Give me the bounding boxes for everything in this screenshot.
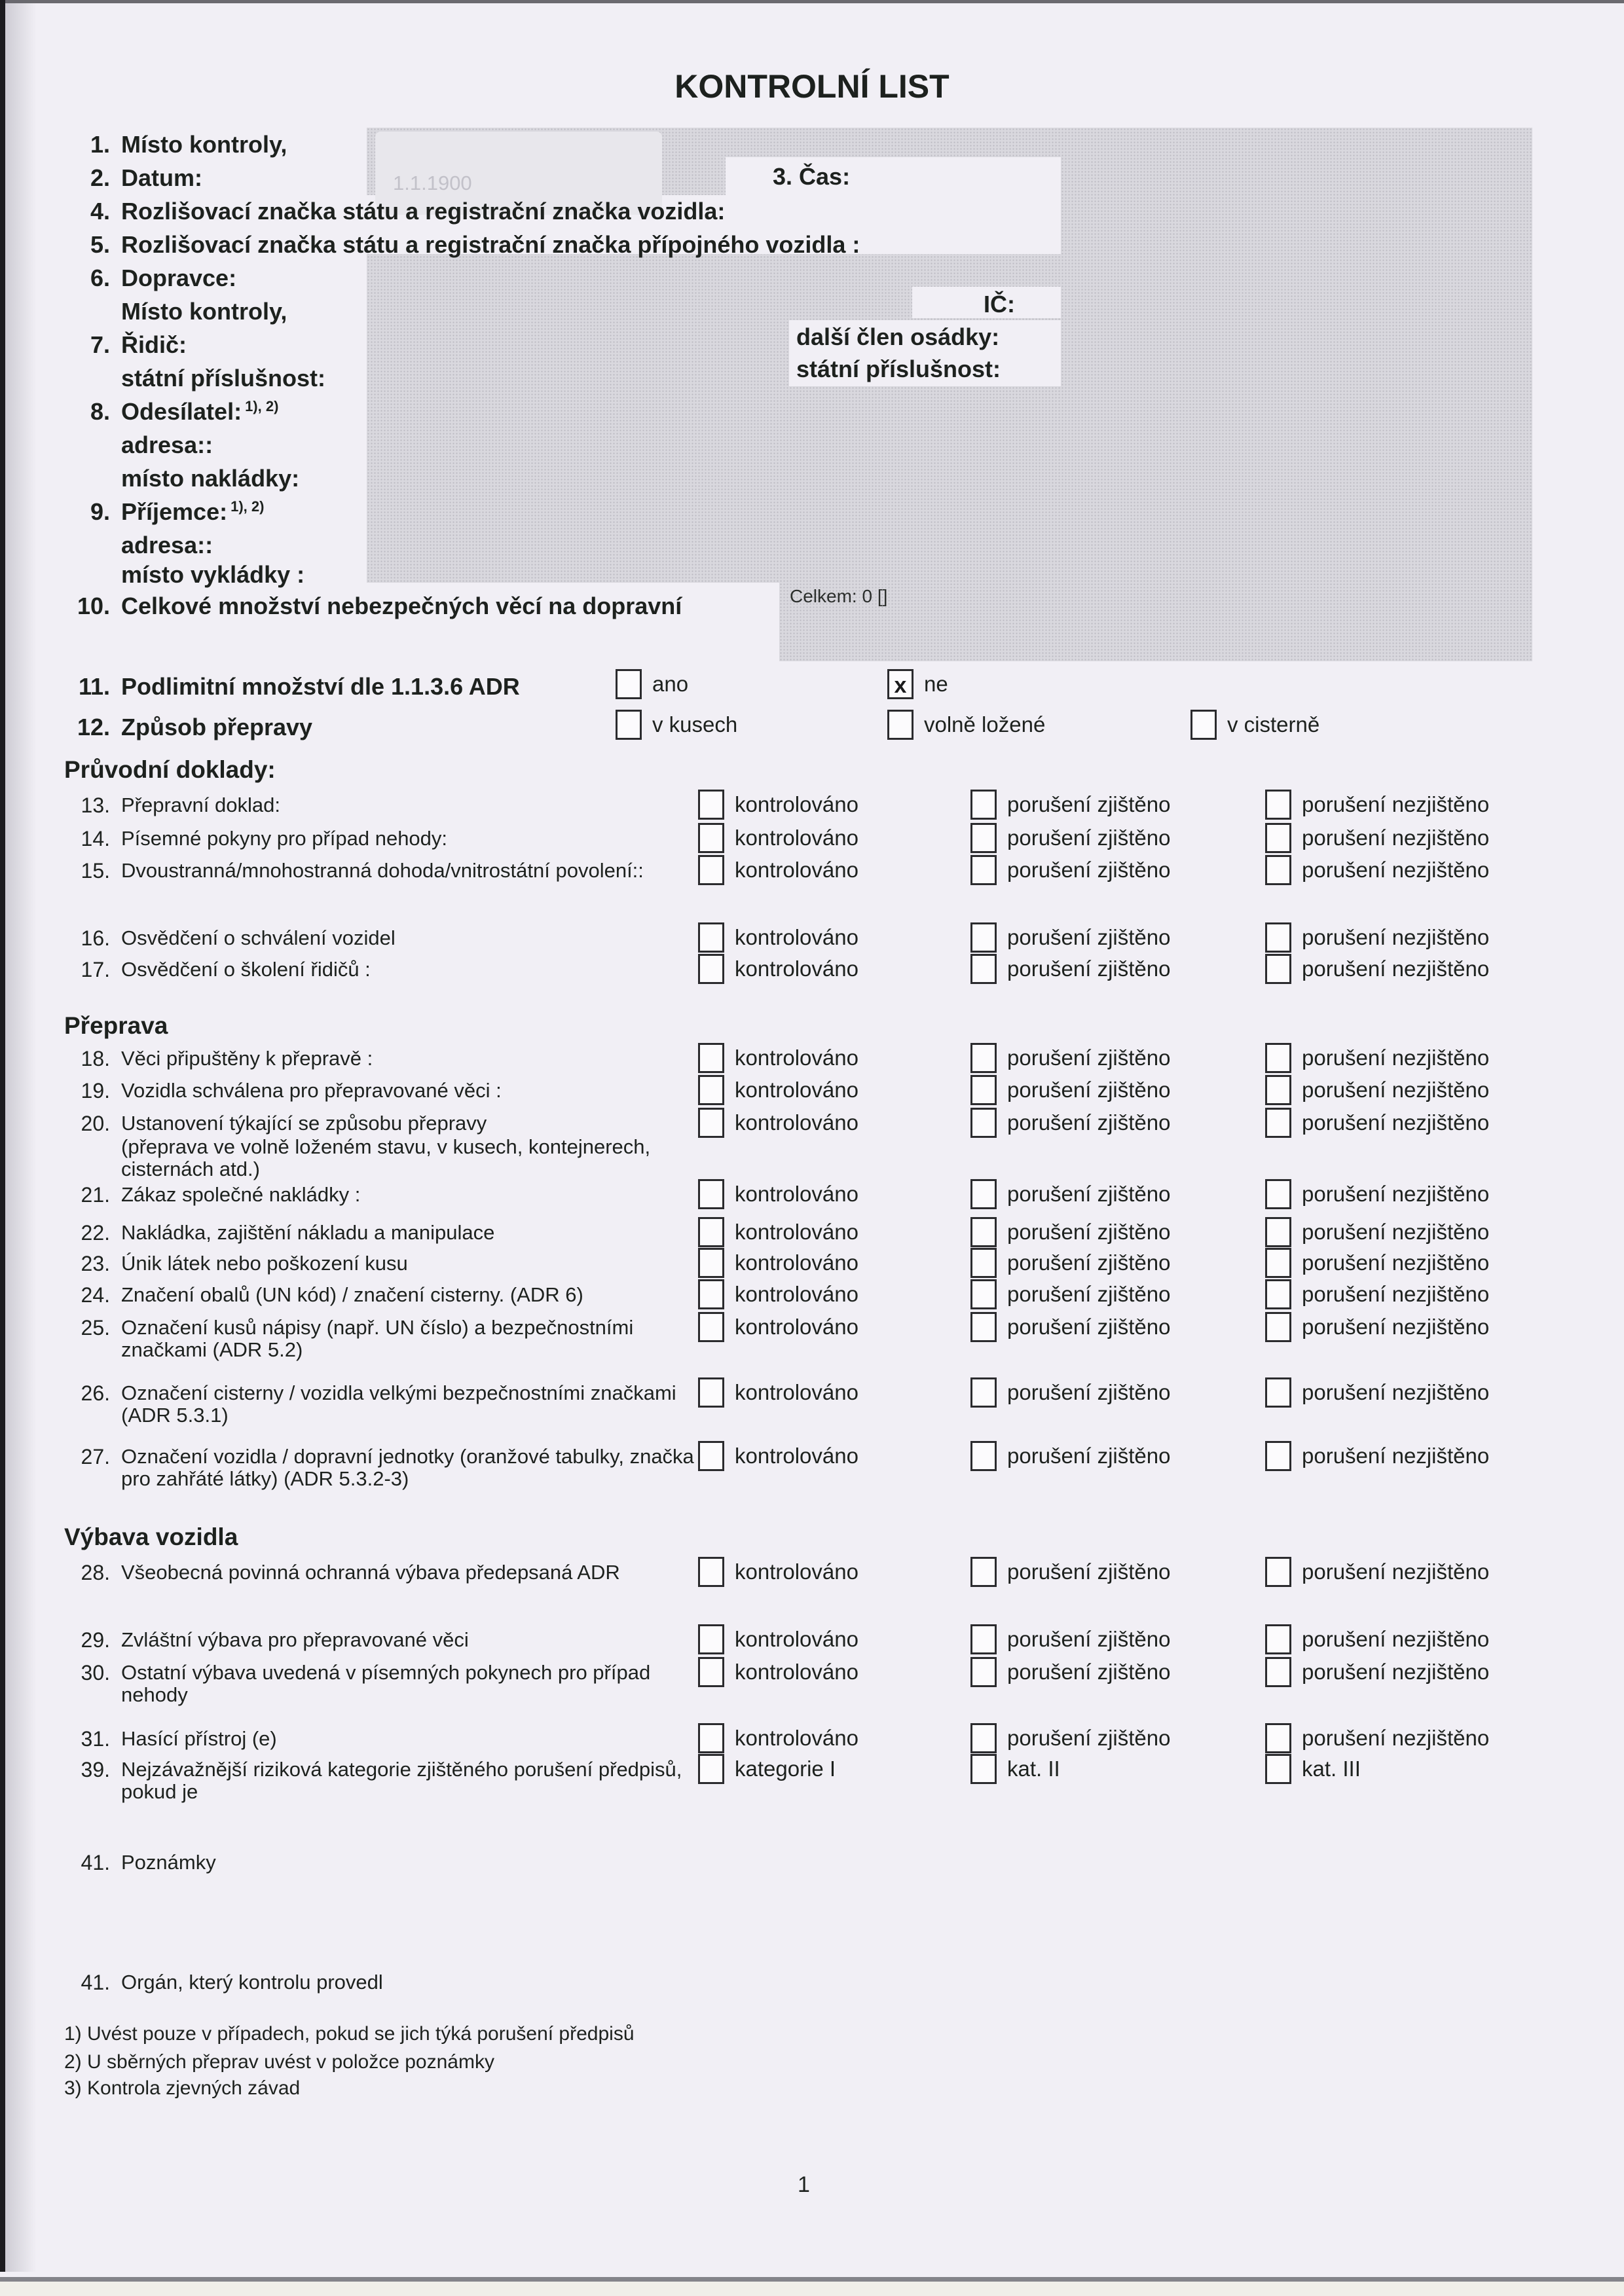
checkbox-label: porušení nezjištěno	[1302, 925, 1490, 949]
checkbox-poruseni-zjisteno[interactable]	[970, 1624, 997, 1654]
checkbox-label: porušení nezjištěno	[1302, 1220, 1490, 1244]
checkbox-label: volně ložené	[924, 712, 1046, 737]
checkbox-kontrolovano[interactable]	[698, 1657, 724, 1687]
checkbox-ano[interactable]	[616, 669, 642, 699]
item-label: Označení vozidla / dopravní jednotky (oranžové tabulky, značka	[121, 1445, 694, 1468]
item-label: Vozidla schválena pro přepravované věci :	[121, 1079, 502, 1102]
checkbox-label: porušení nezjištěno	[1302, 1559, 1490, 1584]
checkbox-poruseni-zjisteno[interactable]	[970, 1441, 997, 1471]
checkbox-label: kontrolováno	[735, 1660, 858, 1684]
checkbox-poruseni-zjisteno[interactable]	[970, 855, 997, 885]
field-label-text: místo vykládky :	[121, 561, 305, 588]
checkbox-poruseni-zjisteno[interactable]	[970, 954, 997, 984]
checkbox-label: porušení nezjištěno	[1302, 1315, 1490, 1339]
field-label-text: Řidič:	[121, 331, 187, 358]
checkbox-volne-lozene[interactable]	[887, 710, 913, 740]
field-label-text: Odesílatel:	[121, 398, 242, 425]
item-number: 26.	[81, 1381, 110, 1405]
checkbox-kontrolovano[interactable]	[698, 1075, 724, 1105]
checkbox-kontrolovano[interactable]	[698, 1441, 724, 1471]
field-number: 5.	[90, 231, 110, 258]
item-label-continuation: (přeprava ve volně loženém stavu, v kusech, kontejnerech,	[121, 1135, 651, 1158]
checkbox-label: porušení zjištěno	[1007, 858, 1171, 882]
checkbox-poruseni-zjisteno[interactable]	[970, 1279, 997, 1309]
checkbox-label: kontrolováno	[735, 826, 858, 850]
field-number: 8.	[90, 398, 110, 425]
field-label-odesilatel	[121, 398, 278, 426]
checkbox-label: kontrolováno	[735, 1627, 858, 1651]
field-number: 10.	[77, 592, 110, 619]
checkbox-label: v kusech	[652, 712, 738, 737]
item-number: 23.	[81, 1252, 110, 1275]
item-number: 13.	[81, 793, 110, 817]
item-number: 31.	[81, 1727, 110, 1751]
item-number: 19.	[81, 1079, 110, 1102]
section-header-preprava: Přeprava	[64, 1012, 168, 1039]
footnote-reference: 1), 2)	[231, 498, 265, 515]
field-label-misto-kontroly	[121, 131, 287, 158]
field-label-rozlisovaci-znacka-statu-a-registracni-znacka-pripojneho-vozidla	[121, 231, 860, 259]
item-label: Ustanovení týkající se způsobu přepravy	[121, 1112, 487, 1135]
item-number: 29.	[81, 1628, 110, 1652]
checkbox-poruseni-nezjisteno[interactable]	[1265, 954, 1291, 984]
checkbox-label: porušení nezjištěno	[1302, 1046, 1490, 1070]
field-label-text: Místo kontroly,	[121, 131, 287, 158]
field-label-text: Datum:	[121, 164, 202, 191]
item-label: Přepravní doklad:	[121, 793, 280, 816]
checkbox-label: porušení nezjištěno	[1302, 1078, 1490, 1102]
checkbox-label: porušení nezjištěno	[1302, 1250, 1490, 1275]
checkbox-kontrolovano[interactable]	[698, 855, 724, 885]
checkbox-kontrolovano[interactable]	[698, 1108, 724, 1138]
checkbox-ne[interactable]	[887, 669, 913, 699]
item-number: 41.	[81, 1971, 110, 1994]
checkbox-label: porušení nezjištěno	[1302, 1380, 1490, 1404]
checkbox-kontrolovano[interactable]	[698, 954, 724, 984]
checkbox-poruseni-zjisteno[interactable]	[970, 1312, 997, 1342]
item-label: Zvláštní výbava pro přepravované věci	[121, 1628, 469, 1651]
checkbox-v-kusech[interactable]	[616, 710, 642, 740]
checkbox-poruseni-nezjisteno[interactable]	[1265, 823, 1291, 853]
checkbox-kontrolovano[interactable]	[698, 1377, 724, 1408]
checkbox-label: kontrolováno	[735, 1380, 858, 1404]
item-number: 17.	[81, 958, 110, 981]
checkbox-label: kontrolováno	[735, 792, 858, 816]
field-label-misto-vykladky	[121, 561, 304, 589]
checkbox-label: kontrolováno	[735, 957, 858, 981]
field-label-text: Celkové množství nebezpečných věcí na dopravní	[121, 592, 682, 619]
item-number: 22.	[81, 1221, 110, 1245]
scan-edge-left	[0, 0, 5, 2272]
checkbox-poruseni-nezjisteno[interactable]	[1265, 1217, 1291, 1247]
checkbox-label: porušení zjištěno	[1007, 1282, 1171, 1306]
footnote-3: 3) Kontrola zjevných závad	[64, 2077, 301, 2099]
checkbox-poruseni-zjisteno[interactable]	[970, 1377, 997, 1408]
field-label-text: Rozlišovací značka státu a registrační značka vozidla:	[121, 198, 726, 225]
item-number: 28.	[81, 1561, 110, 1584]
item-number: 41.	[81, 1851, 110, 1874]
checkbox-label: kontrolováno	[735, 1078, 858, 1102]
checkbox-kontrolovano[interactable]	[698, 922, 724, 953]
checkbox-poruseni-zjisteno[interactable]	[970, 922, 997, 953]
checkbox-label: kontrolováno	[735, 1726, 858, 1750]
checkbox-label: porušení zjištěno	[1007, 1078, 1171, 1102]
checkbox-poruseni-zjisteno[interactable]	[970, 1075, 997, 1105]
item-number: 39.	[81, 1758, 110, 1781]
checkbox-label: porušení zjištěno	[1007, 1182, 1171, 1206]
item-label: Hasící přístroj (e)	[121, 1727, 277, 1750]
field-label-text: Příjemce:	[121, 498, 228, 525]
item-label-continuation: značkami (ADR 5.2)	[121, 1338, 303, 1361]
checkbox-poruseni-nezjisteno[interactable]	[1265, 1377, 1291, 1408]
checkbox-poruseni-zjisteno[interactable]	[970, 823, 997, 853]
item-number: 25.	[81, 1316, 110, 1339]
checkbox-kat-ii[interactable]	[970, 1754, 997, 1784]
item-label-continuation: nehody	[121, 1683, 188, 1706]
checkbox-label: porušení nezjištěno	[1302, 1110, 1490, 1135]
item-label: Všeobecná povinná ochranná výbava předepsaná ADR	[121, 1561, 620, 1584]
checkbox-label: porušení zjištěno	[1007, 1250, 1171, 1275]
checkbox-poruseni-nezjisteno[interactable]	[1265, 1179, 1291, 1209]
checkbox-label: porušení zjištěno	[1007, 925, 1171, 949]
checkbox-label: porušení zjištěno	[1007, 1220, 1171, 1244]
checkbox-poruseni-zjisteno[interactable]	[970, 1108, 997, 1138]
checkbox-label: v cisterně	[1227, 712, 1320, 737]
scan-edge-top	[0, 0, 1624, 3]
checkbox-label: porušení nezjištěno	[1302, 1726, 1490, 1750]
crew-member-label: další člen osádky:	[796, 323, 1000, 350]
field-label-text: Dopravce:	[121, 264, 237, 291]
item-label-poznamky: Poznámky	[121, 1851, 216, 1874]
item-label: Zákaz společné nakládky :	[121, 1183, 361, 1206]
footnote-2: 2) U sběrných přeprav uvést v položce poznámky	[64, 2051, 494, 2073]
field-number: 4.	[90, 198, 110, 225]
field-label-text: Místo kontroly,	[121, 298, 287, 325]
item-label: Značení obalů (UN kód) / značení cisterny. (ADR 6)	[121, 1283, 583, 1306]
checkbox-label: kontrolováno	[735, 1182, 858, 1206]
checkbox-label: porušení zjištěno	[1007, 1726, 1171, 1750]
checkbox-poruseni-nezjisteno[interactable]	[1265, 1723, 1291, 1753]
checkbox-poruseni-nezjisteno[interactable]	[1265, 1312, 1291, 1342]
field-label-statni-prislusnost	[121, 365, 325, 392]
field-label-prijemce	[121, 498, 264, 526]
item-label-continuation: pokud je	[121, 1780, 198, 1803]
field-label-text: místo nakládky:	[121, 465, 300, 492]
field-label-text: Rozlišovací značka státu a registrační značka přípojného vozidla :	[121, 231, 860, 258]
crew-nationality-label: státní příslušnost:	[796, 355, 1001, 382]
checkbox-kontrolovano[interactable]	[698, 1043, 724, 1073]
checkbox-label: porušení nezjištěno	[1302, 1660, 1490, 1684]
checkbox-poruseni-nezjisteno[interactable]	[1265, 855, 1291, 885]
field-label-dopravce	[121, 264, 236, 292]
checkbox-label: kontrolováno	[735, 1110, 858, 1135]
page-number: 1	[798, 2172, 810, 2197]
checkbox-label: kontrolováno	[735, 925, 858, 949]
field-label-datum	[121, 164, 202, 192]
checkbox-v-cisterne[interactable]	[1190, 710, 1217, 740]
checkbox-label: porušení zjištěno	[1007, 1660, 1171, 1684]
item-label: Nejzávažnější riziková kategorie zjištěného porušení předpisů,	[121, 1758, 682, 1781]
checkbox-label: porušení nezjištěno	[1302, 1282, 1490, 1306]
checkbox-poruseni-nezjisteno[interactable]	[1265, 1043, 1291, 1073]
checkbox-label: porušení nezjištěno	[1302, 826, 1490, 850]
scan-edge-bottom-strip	[0, 2282, 1624, 2296]
field-label-misto-kontroly	[121, 298, 287, 325]
item-number: 18.	[81, 1047, 110, 1070]
checkbox-poruseni-zjisteno[interactable]	[970, 1657, 997, 1687]
item-label: Dvoustranná/mnohostranná dohoda/vnitrostátní povolení::	[121, 859, 644, 882]
item-label: Osvědčení o školení řidičů :	[121, 958, 371, 981]
item-number: 15.	[81, 859, 110, 883]
scan-edge-bottom	[0, 2277, 1624, 2282]
checkbox-label: porušení zjištěno	[1007, 957, 1171, 981]
field-label-text: adresa::	[121, 431, 213, 458]
scan-edge-left-shadow	[5, 0, 37, 2272]
checkbox-label: porušení nezjištěno	[1302, 1627, 1490, 1651]
field-label-rozlisovaci-znacka-statu-a-registracni-znacka-vozidla	[121, 198, 725, 225]
checkbox-poruseni-zjisteno[interactable]	[970, 1043, 997, 1073]
checkbox-poruseni-zjisteno[interactable]	[970, 1217, 997, 1247]
checkbox-label: kontrolováno	[735, 1444, 858, 1468]
checkbox-poruseni-zjisteno[interactable]	[970, 1723, 997, 1753]
checkbox-poruseni-zjisteno[interactable]	[970, 1179, 997, 1209]
item-label-continuation: pro zahřáté látky) (ADR 5.3.2-3)	[121, 1467, 409, 1490]
field-number: 1.	[90, 131, 110, 158]
checkbox-poruseni-zjisteno[interactable]	[970, 790, 997, 820]
checkbox-label: porušení zjištěno	[1007, 1046, 1171, 1070]
time-label: 3. Čas:	[773, 163, 851, 190]
item-number: 11.	[78, 673, 110, 700]
checkbox-kontrolovano[interactable]	[698, 823, 724, 853]
checkbox-poruseni-nezjisteno[interactable]	[1265, 1657, 1291, 1687]
item-label-continuation: (ADR 5.3.1)	[121, 1404, 229, 1427]
checkbox-label: kontrolováno	[735, 1315, 858, 1339]
checkbox-label: porušení nezjištěno	[1302, 1182, 1490, 1206]
checkbox-poruseni-zjisteno[interactable]	[970, 1557, 997, 1587]
field-number: 7.	[90, 331, 110, 358]
checkbox-poruseni-nezjisteno[interactable]	[1265, 1624, 1291, 1654]
checkbox-label: porušení zjištěno	[1007, 1627, 1171, 1651]
item-number: 12.	[77, 714, 110, 740]
checkbox-kontrolovano[interactable]	[698, 790, 724, 820]
checkbox-label: kontrolováno	[735, 1282, 858, 1306]
field-label-adresa	[121, 431, 213, 459]
checkbox-label: porušení zjištěno	[1007, 1110, 1171, 1135]
item-number: 20.	[81, 1112, 110, 1135]
checkbox-label: porušení zjištěno	[1007, 792, 1171, 816]
field-label-text: státní příslušnost:	[121, 365, 326, 392]
checkbox-kontrolovano[interactable]	[698, 1179, 724, 1209]
checkbox-x-mark: x	[894, 673, 907, 698]
checkbox-poruseni-nezjisteno[interactable]	[1265, 1108, 1291, 1138]
checkbox-kontrolovano[interactable]	[698, 1723, 724, 1753]
item-label: Osvědčení o schválení vozidel	[121, 926, 396, 949]
item-number: 24.	[81, 1283, 110, 1307]
checkbox-label: porušení zjištěno	[1007, 1380, 1171, 1404]
checkbox-label: porušení zjištěno	[1007, 1315, 1171, 1339]
item-label-organ-ktery-kontrolu-provedl: Orgán, který kontrolu provedl	[121, 1971, 383, 1994]
item-label: Podlimitní množství dle 1.1.3.6 ADR	[121, 673, 520, 700]
item-label: Označení kusů nápisy (např. UN číslo) a bezpečnostními	[121, 1316, 634, 1339]
checkbox-poruseni-nezjisteno[interactable]	[1265, 922, 1291, 953]
page-title: KONTROLNÍ LIST	[674, 68, 950, 105]
footnote-reference: 1), 2)	[245, 398, 279, 414]
field-number: 2.	[90, 164, 110, 191]
item-label-continuation: cisternách atd.)	[121, 1157, 260, 1180]
checkbox-poruseni-nezjisteno[interactable]	[1265, 1557, 1291, 1587]
checkbox-label: porušení nezjištěno	[1302, 1444, 1490, 1468]
checkbox-label: porušení zjištěno	[1007, 1559, 1171, 1584]
item-number: 30.	[81, 1661, 110, 1685]
checkbox-poruseni-nezjisteno[interactable]	[1265, 1248, 1291, 1278]
field-number: 6.	[90, 264, 110, 291]
field-number: 9.	[90, 498, 110, 525]
item-number: 27.	[81, 1445, 110, 1468]
item-label: Označení cisterny / vozidla velkými bezpečnostními značkami	[121, 1381, 676, 1404]
checkbox-poruseni-nezjisteno[interactable]	[1265, 790, 1291, 820]
checkbox-label: kontrolováno	[735, 1046, 858, 1070]
checkbox-label: kontrolováno	[735, 1559, 858, 1584]
section-header-vybava-vozidla: Výbava vozidla	[64, 1523, 238, 1550]
field-label-misto-nakladky	[121, 465, 299, 492]
checkbox-label: porušení zjištěno	[1007, 826, 1171, 850]
date-value: 1.1.1900	[393, 172, 472, 194]
field-label-adresa	[121, 532, 213, 559]
item-label: Únik látek nebo poškození kusu	[121, 1252, 408, 1275]
field-label-celkove-mnozstvi-nebezpecnych-veci-na-dopravni	[121, 592, 682, 620]
checkbox-kontrolovano[interactable]	[698, 1248, 724, 1278]
checkbox-label: kontrolováno	[735, 858, 858, 882]
item-label: Písemné pokyny pro případ nehody:	[121, 827, 448, 850]
checkbox-kontrolovano[interactable]	[698, 1557, 724, 1587]
checkbox-label: ano	[652, 672, 689, 696]
checkbox-label: ne	[924, 672, 948, 696]
checkbox-kat-iii[interactable]	[1265, 1754, 1291, 1784]
footnote-1: 1) Uvést pouze v případech, pokud se jich týká porušení předpisů	[64, 2023, 635, 2045]
item-label: Ostatní výbava uvedená v písemných pokynech pro případ	[121, 1661, 651, 1684]
section-header-pruvodni-doklady: Průvodní doklady:	[64, 756, 276, 783]
ic-label: IČ:	[984, 291, 1015, 318]
celkem-value: Celkem: 0 []	[790, 586, 888, 606]
checkbox-label: porušení nezjištěno	[1302, 957, 1490, 981]
checkbox-poruseni-nezjisteno[interactable]	[1265, 1441, 1291, 1471]
checkbox-poruseni-zjisteno[interactable]	[970, 1248, 997, 1278]
item-number: 16.	[81, 926, 110, 950]
checkbox-label: kontrolováno	[735, 1220, 858, 1244]
item-label: Nakládka, zajištění nákladu a manipulace	[121, 1221, 495, 1244]
item-number: 21.	[81, 1183, 110, 1207]
checkbox-kategorie-i[interactable]	[698, 1754, 724, 1784]
checkbox-label: porušení nezjištěno	[1302, 858, 1490, 882]
checkbox-kontrolovano[interactable]	[698, 1217, 724, 1247]
checkbox-label: kat. II	[1007, 1757, 1060, 1781]
checkbox-label: kat. III	[1302, 1757, 1361, 1781]
item-label: Způsob přepravy	[121, 714, 313, 740]
field-label-ridic	[121, 331, 187, 359]
checkbox-label: kontrolováno	[735, 1250, 858, 1275]
checkbox-poruseni-nezjisteno[interactable]	[1265, 1279, 1291, 1309]
item-label: Věci připuštěny k přepravě :	[121, 1047, 373, 1070]
checkbox-label: kategorie I	[735, 1757, 836, 1781]
checkbox-poruseni-nezjisteno[interactable]	[1265, 1075, 1291, 1105]
checkbox-kontrolovano[interactable]	[698, 1624, 724, 1654]
checkbox-kontrolovano[interactable]	[698, 1312, 724, 1342]
item-number: 14.	[81, 827, 110, 850]
checkbox-kontrolovano[interactable]	[698, 1279, 724, 1309]
checkbox-label: porušení zjištěno	[1007, 1444, 1171, 1468]
checkbox-label: porušení nezjištěno	[1302, 792, 1490, 816]
field-label-text: adresa::	[121, 532, 213, 558]
